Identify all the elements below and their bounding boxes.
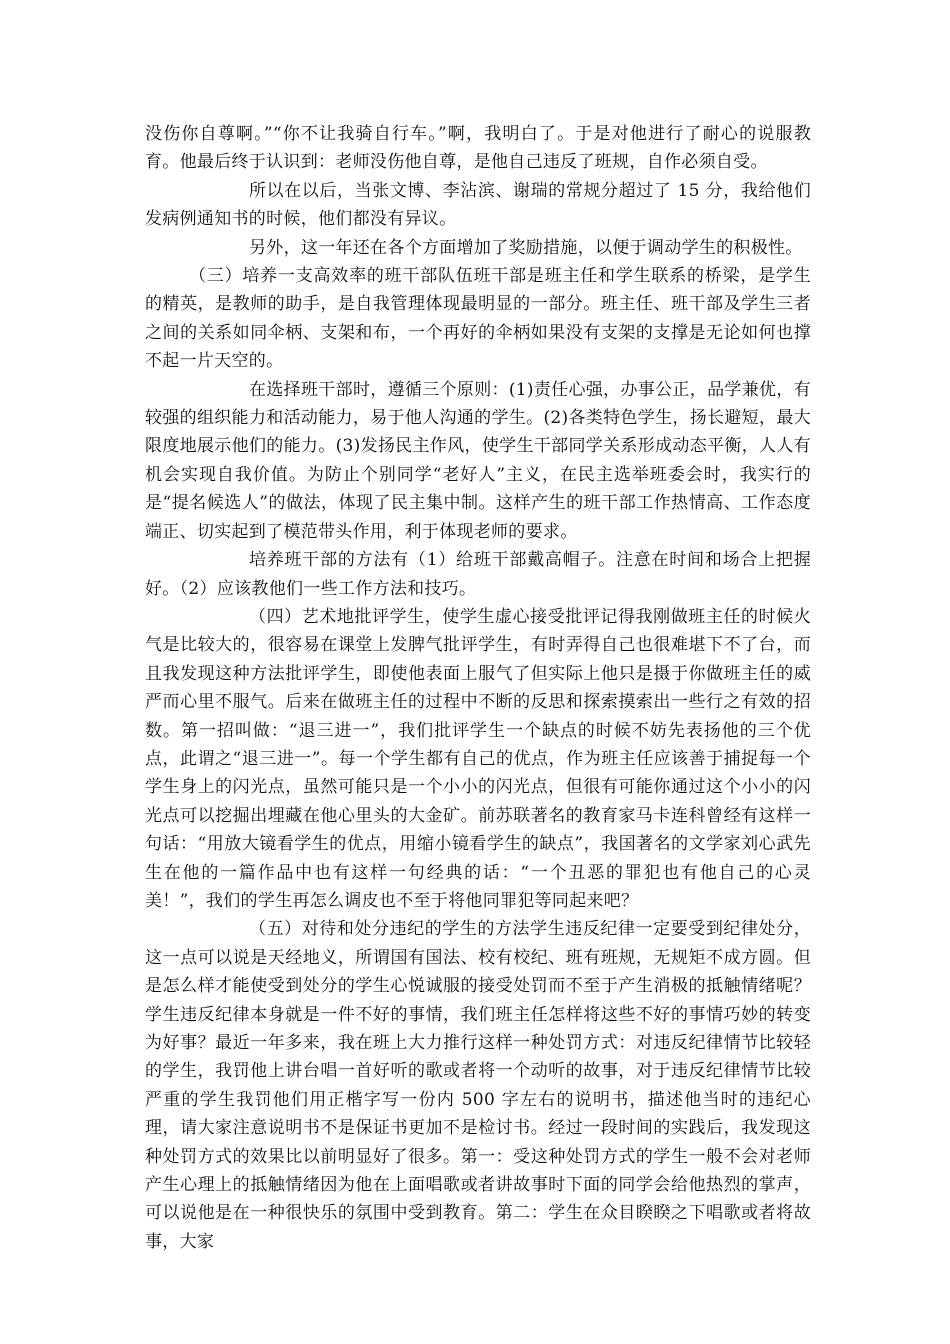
- paragraph-2: 所以在以后，当张文博、李沾滨、谢瑞的常规分超过了 15 分，我给他们发病例通知书的时候，他们都没有异议。: [145, 180, 811, 230]
- paragraph-1: 没伤你自尊啊。”“你不让我骑自行车。”啊，我明白了。于是对他进行了耐心的说服教育。他最后终于认识到：老师没伤他自尊，是他自己违反了班规，自作必须自受。: [145, 124, 811, 173]
- paragraph-3: 另外，这一年还在各个方面增加了奖励措施，以便于调动学生的积极性。: [249, 237, 803, 258]
- paragraph-8: （五）对待和处分违纪的学生的方法学生违反纪律一定要受到纪律处分，这一点可以说是天经地义，所谓国有国法、校有校纪、班有班规，无规矩不成方圆。但是怎么样才能使受到处分的学生心悦诚服的接受处罚而不至于产生消极的抵触情绪呢？学生违反纪律本身就是一件不好的事情，我们班主任怎样将这些不好的事情巧妙的转变为好事？最近一年多来，我在班上大力推行这样一种处罚方式：对违反纪律情节比较轻的学生，我罚他上讲台唱一首好听的歌或者将一个动听的故事，对于违反纪律情节比较严重的学生我罚他们用正楷字写一份内 500 字左右的说明书，描述他当时的违纪心理，请大家注意说明书不是保证书更加不是检讨书。经过一段时间的实践后，我发现这种处罚方式的效果比以前明显好了很多。第一：受这种处罚方式的学生一般不会对老师产生心理上的抵触情绪因为他在上面唱歌或者讲故事时下面的同学会给他热烈的掌声，可以说他是在一种很快乐的氛围中受到教育。第二：学生在众目睽睽之下唱歌或者将故事，大家: [145, 919, 811, 1252]
- paragraph-6: 培养班干部的方法有（1）给班干部戴高帽子。注意在时间和场合上把握好。（2）应该教他们一些工作方法和技巧。: [145, 550, 811, 599]
- paragraph-7: （四）艺术地批评学生，使学生虚心接受批评记得我刚做班主任的时候火气是比较大的，很容易在课堂上发脾气批评学生，有时弄得自己也很难堪下不了台，而且我发现这种方法批评学生，即使他表面上服气了但实际上他只是摄于你做班主任的威严而心里不服气。后来在做班主任的过程中不断的反思和探索摸索出一些行之有效的招数。第一招叫做：“退三进一”，我们批评学生一个缺点的时候不妨先表扬他的三个优点，此谓之“退三进一”。每一个学生都有自己的优点，作为班主任应该善于捕捉每一个学生身上的闪光点，虽然可能只是一个小小的闪光点，但很有可能你通过这个小小的闪光点可以挖掘出埋藏在他心里头的大金矿。前苏联著名的教育家马卡连科曾经有这样一句话：“用放大镜看学生的优点，用缩小镜看学生的缺点”，我国著名的文学家刘心武先生在他的一篇作品中也有这样一句经典的话：“一个丑恶的罪犯也有他自己的心灵美！”，我们的学生再怎么调皮也不至于将他同罪犯等同起来吧？: [145, 606, 811, 911]
- body-text: [145, 120, 811, 1256]
- paragraph-4: （三）培养一支高效率的班干部队伍班干部是班主任和学生联系的桥梁，是学生的精英，是教师的助手，是自我管理体现最明显的一部分。班主任、班干部及学生三者之间的关系如同伞柄、支架和布，一个再好的伞柄如果没有支架的支撑是无论如何也撑不起一片天空的。: [145, 266, 811, 372]
- paragraph-5: 在选择班干部时，遵循三个原则：(1)责任心强，办事公正，品学兼优，有较强的组织能力和活动能力，易于他人沟通的学生。(2)各类特色学生，扬长避短，最大限度地展示他们的能力。(3)发扬民主作风，使学生干部同学关系形成动态平衡，人人有机会实现自我价值。为防止个别同学“老好人”主义，在民主选举班委会时，我实行的是“提名候选人”的做法，体现了民主集中制。这样产生的班干部工作热情高、工作态度端正、切实起到了模范带头作用，利于体现老师的要求。: [145, 379, 811, 542]
